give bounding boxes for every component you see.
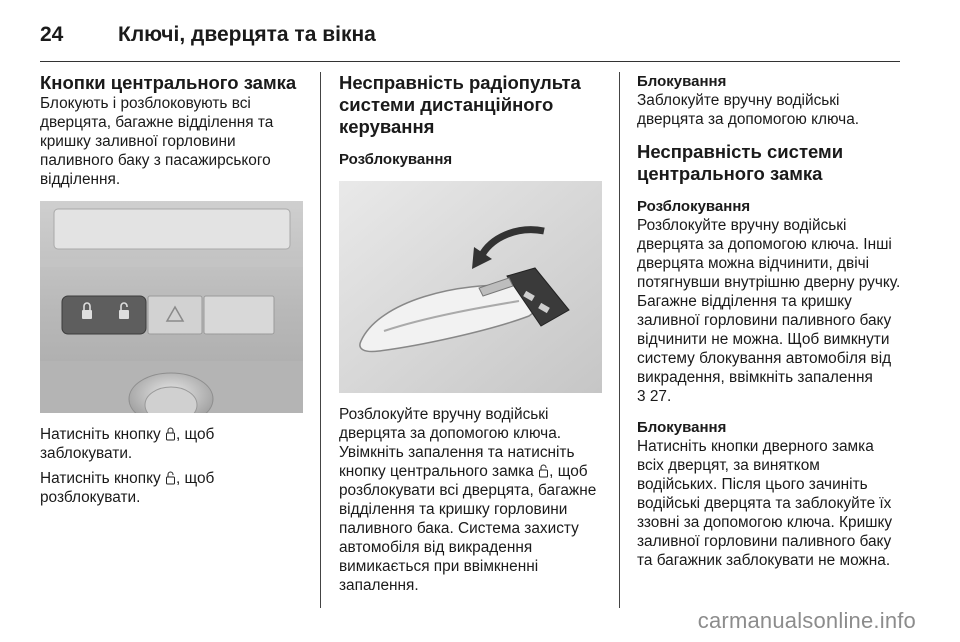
central-lock-buttons-photo [40,201,303,413]
header-rule [40,61,900,62]
remote-fault-paragraph: Розблокуйте вручну водійські дверцята за допомогою ключа. Увімкніть запалення та натисніть кнопку центрального замка , щоб розблокувати всі дверцята, багажне відділення та кришку горловини паливного бака. Система захисту автомобіля від викрадення вимикається при ввімкненні запалення. [339,406,597,594]
central-lock-button-icon [538,464,549,478]
locking-paragraph: Заблокуйте вручну водійські дверцята за допомогою ключа. [637,92,860,128]
subheading-unlocking-2: Розблокування [637,198,751,215]
subheading-locking-2: Блокування [637,419,727,436]
subheading-unlocking: Розблокування [339,151,453,168]
lock-button-icon [165,427,176,441]
column-3 [637,72,902,570]
page-reference: 3 27. [637,388,672,405]
page-title: Ключі, дверцята та вікна [118,23,376,46]
locking-paragraph-2: Натисніть кнопки дверного замка всіх дверцят, за винятком водійських. Після цього зачиніть водійські дверцята та заблокуйте їх ззовні за допомогою ключа. Кришку заливної горловини паливного баку та багажник заблокувати не можна. [637,438,893,569]
subheading-locking: Блокування [637,73,727,90]
section-heading-central-lock-fault: Несправність системи центрального замка [637,141,844,184]
intro-paragraph: Блокують і розблоковують всі дверцята, багажне відділення та кришку заливної горловини паливного баку з пасажирського відділення. [40,95,274,188]
page-number: 24 [40,23,64,46]
door-handle-key-illustration [339,181,602,393]
watermark: carmanualsonline.info [697,608,916,633]
section-heading-remote-fault: Несправність радіопульта системи дистанційного керування [339,72,581,137]
page-header [40,18,376,52]
column-2 [339,72,604,595]
section-heading-central-lock-buttons: Кнопки центрального замка [40,72,297,93]
lock-instruction: Натисніть кнопку , щоб заблокувати. [40,426,215,462]
unlocking-paragraph: Розблокуйте вручну водійські дверцята за допомогою ключа. Інші дверцята можна відчинити, двічі потягнувши внутрішню дверну ручку. Багажне відділення та кришку заливної горловини паливного баку відчинити не можна. Щоб вимкнути систему блокування автомобіля від викрадення, ввімкніть запалення [637,217,901,386]
column-1 [40,72,305,507]
unlock-button-icon [165,471,176,485]
column-divider-1 [320,72,321,608]
column-divider-2 [619,72,620,608]
unlock-instruction: Натисніть кнопку , щоб розблокувати. [40,470,215,506]
